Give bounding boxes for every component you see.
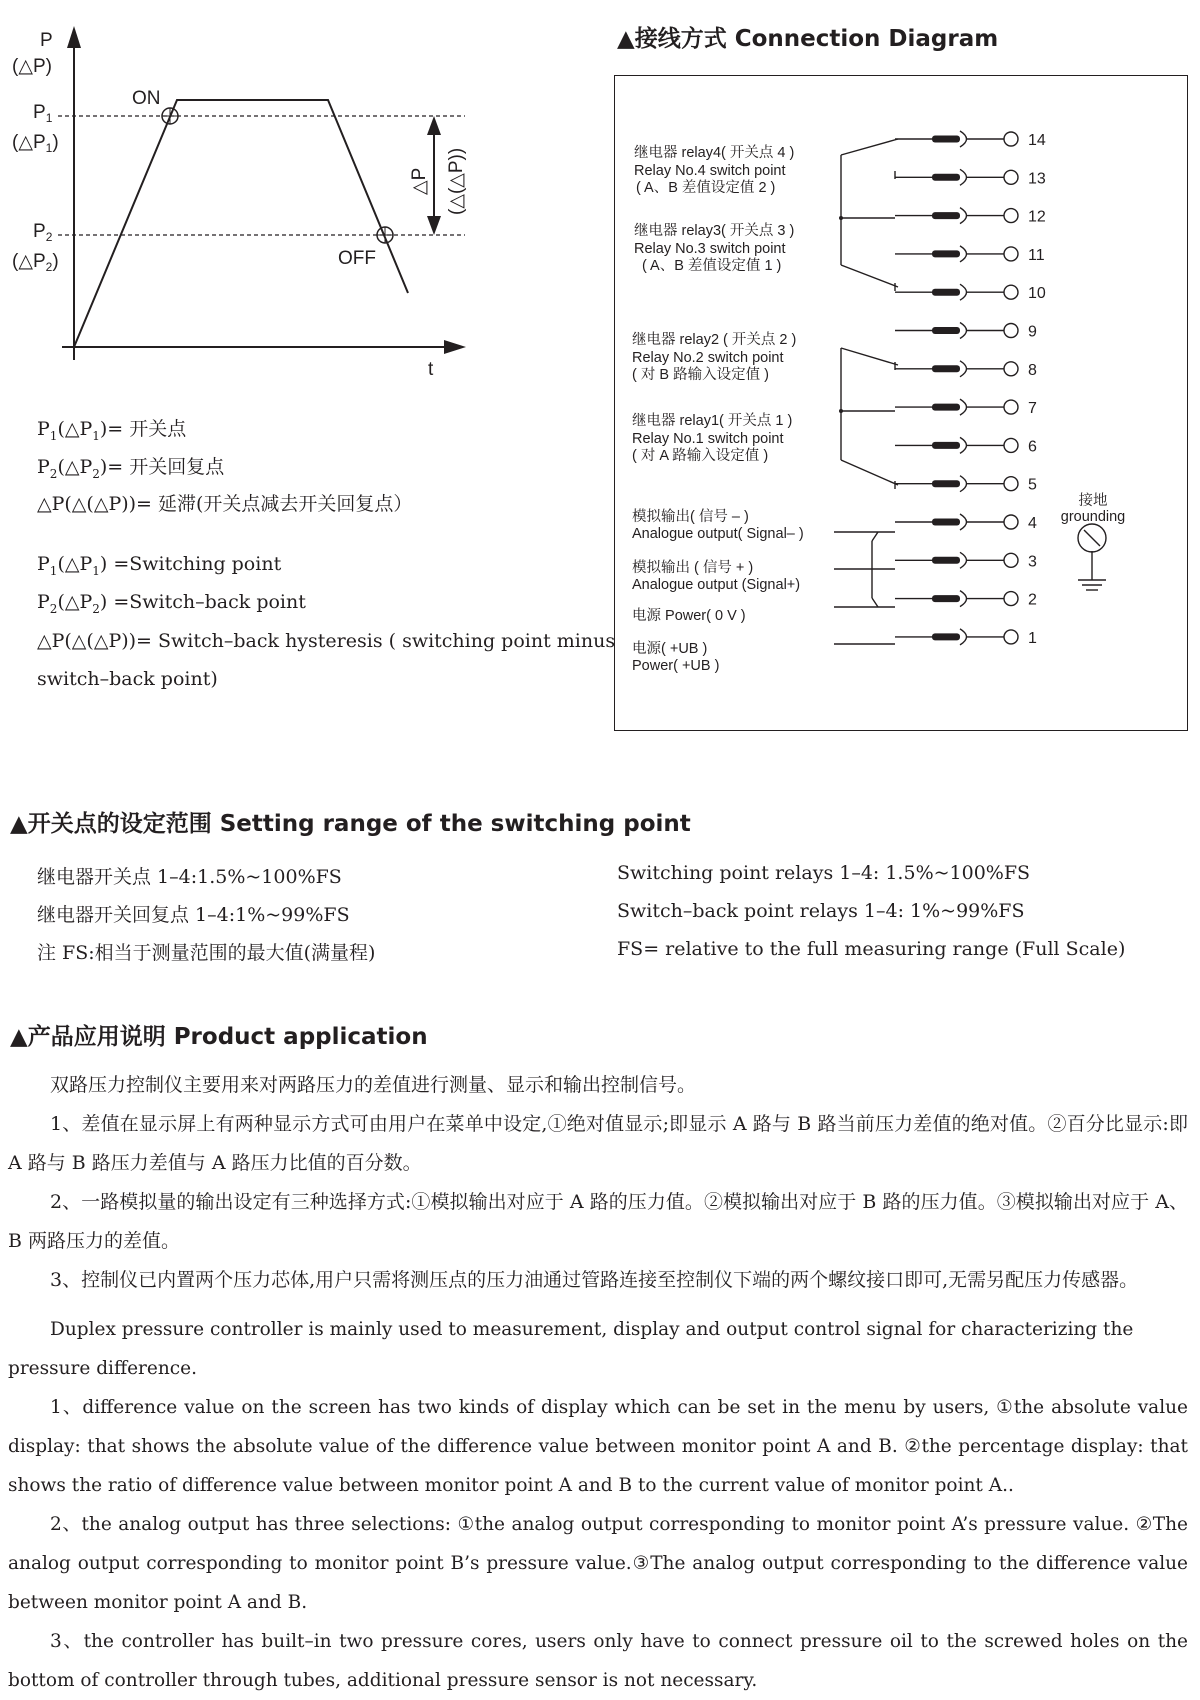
grounding-label-cn: 接地 <box>1078 493 1108 509</box>
definition-en-3-line1: △P(△(△P))= Switch–back hysteresis ( switching point minus <box>37 630 616 652</box>
terminal-number: 10 <box>1028 285 1046 303</box>
terminal-12 <box>895 208 1046 226</box>
off-label: OFF <box>338 248 376 269</box>
terminal-14 <box>895 131 1046 149</box>
terminal-number: 9 <box>1028 323 1037 341</box>
relay3-label-cn: 继电器 relay3( 开关点 3 ) <box>634 223 795 239</box>
power-0v-label: 电源 Power( 0 V ) <box>632 608 746 624</box>
relay4-label-en: Relay No.4 switch point <box>634 163 786 179</box>
terminal-number: 1 <box>1028 629 1037 647</box>
terminal-number: 11 <box>1028 246 1045 264</box>
application-cn-paragraph-4: 3、控制仪已内置两个压力芯体,用户只需将测压点的压力油通过管路连接至控制仪下端的两个螺纹接口即可,无需另配压力传感器。 <box>50 1269 1139 1291</box>
grounding-label-en: grounding <box>1060 509 1126 525</box>
application-en-paragraph-4: 3、the controller has built–in two pressure cores, users only have to connect pressure oil to the screwed holes on the bottom of controller through tubes, additional pressure sensor is not necessary. <box>8 1631 1188 1691</box>
shield-line <box>872 532 878 541</box>
application-en-paragraph-1: Duplex pressure controller is mainly used to measurement, display and output control signal for characterizing the pressure difference. <box>8 1319 1134 1379</box>
setting-range-cn-2: 继电器开关回复点 1–4:1%~99%FS <box>37 904 350 926</box>
terminal-number: 5 <box>1028 476 1037 494</box>
application-en-paragraph-2: 1、difference value on the screen has two kinds of display which can be set in the menu by users, ①the absolute value display: that shows the absolute value of the difference value between monitor point A and B. ②the percentage display: that shows the ratio of difference value between monitor point A and B to the current value of monitor point A.. <box>8 1397 1188 1496</box>
terminal-7 <box>895 399 1037 417</box>
relay1-label-note: ( 对 A 路输入设定值 ) <box>632 448 769 464</box>
application-cn-paragraph-2: 1、差值在显示屏上有两种显示方式可由用户在菜单中设定,①绝对值显示;即显示 A 路与 B 路当前压力差值的绝对值。②百分比显示:即 A 路与 B 路压力差值与 A 路压力比值的百分数。 <box>8 1113 1188 1174</box>
hysteresis-label-alt: (△(△P)) <box>446 147 467 215</box>
relay1-label-cn: 继电器 relay1( 开关点 1 ) <box>632 413 793 429</box>
application-cn-paragraph-3: 2、一路模拟量的输出设定有三种选择方式:①模拟输出对应于 A 路的压力值。②模拟输出对应于 B 路的压力值。③模拟输出对应于 A、B 两路压力的差值。 <box>8 1191 1188 1252</box>
on-label: ON <box>132 88 161 109</box>
setting-range-en-2: Switch–back point relays 1–4: 1%~99%FS <box>617 900 1025 922</box>
connection-diagram <box>614 75 1186 729</box>
application-body <box>8 1066 1188 1700</box>
terminal-6 <box>895 437 1037 455</box>
terminal-number: 7 <box>1028 400 1037 418</box>
terminal-number: 13 <box>1028 170 1046 188</box>
signal-minus-label-en: Analogue output( Signal– ) <box>632 526 804 542</box>
terminal-number: 3 <box>1028 553 1037 571</box>
signal-minus-label-cn: 模拟输出( 信号 – ) <box>632 509 749 525</box>
y-axis-arrow <box>67 26 81 48</box>
relay2-label-note: ( 对 B 路输入设定值 ) <box>632 367 769 383</box>
terminal-number: 6 <box>1028 438 1037 456</box>
signal-plus-label-cn: 模拟输出 ( 信号 + ) <box>632 560 754 576</box>
y-axis-label-alt: (△P) <box>12 56 52 77</box>
definition-en-3-line2: switch–back point) <box>37 668 218 690</box>
p2-label: $P_2$ <box>33 221 53 244</box>
hysteresis-label: △P <box>409 167 430 195</box>
setting-range-en-1: Switching point relays 1–4: 1.5%~100%FS <box>617 862 1031 884</box>
terminal-number: 4 <box>1028 515 1037 532</box>
terminal-4 <box>895 514 1037 532</box>
connection-diagram-title: ▲接线方式 Connection Diagram <box>617 26 999 52</box>
x-axis-arrow <box>444 340 466 354</box>
relay3-label-note: ( A、B 差值设定值 1 ) <box>642 258 782 274</box>
p1-label: $P_1$ <box>33 102 53 125</box>
setting-range-cn-1: 继电器开关点 1–4:1.5%~100%FS <box>37 866 342 888</box>
definition-cn-1: $P_1(\triangle P_1)=$ 开关点 <box>37 418 187 443</box>
setting-range-title: ▲开关点的设定范围 Setting range of the switching point <box>10 811 691 837</box>
relay4-label-cn: 继电器 relay4( 开关点 4 ) <box>634 145 795 161</box>
p2-alt-label: $(\triangle P_2)$ <box>12 251 59 274</box>
terminal-1 <box>895 629 1037 647</box>
application-title: ▲产品应用说明 Product application <box>10 1024 428 1050</box>
terminal-11 <box>895 246 1045 264</box>
power-ub-label-cn: 电源( +UB ) <box>632 641 708 657</box>
application-cn-paragraph-1: 双路压力控制仪主要用来对两路压力的差值进行测量、显示和输出控制信号。 <box>50 1074 697 1096</box>
terminal-5 <box>895 476 1037 494</box>
signal-plus-label-en: Analogue output (Signal+) <box>632 577 801 593</box>
definition-en-2: $P_2(\triangle P_2)$ =Switch–back point <box>37 591 306 616</box>
hysteresis-chart <box>0 0 470 380</box>
relay2-label-en: Relay No.2 switch point <box>632 350 784 366</box>
power-ub-label-en: Power( +UB ) <box>632 658 720 674</box>
terminal-3 <box>895 552 1037 570</box>
definition-cn-2: $P_2(\triangle P_2)=$ 开关回复点 <box>37 456 225 481</box>
terminal-number: 8 <box>1028 361 1037 379</box>
terminal-13 <box>895 169 1046 187</box>
terminal-9 <box>895 323 1037 341</box>
terminal-number: 14 <box>1028 132 1046 149</box>
terminal-number: 2 <box>1028 591 1037 609</box>
setting-range-cn-3: 注 FS:相当于测量范围的最大值(满量程) <box>37 942 376 964</box>
terminal-8 <box>895 361 1037 379</box>
p1-alt-label: $(\triangle P_1)$ <box>12 132 59 155</box>
setting-range-en-3: FS= relative to the full measuring range (Full Scale) <box>617 938 1126 960</box>
definition-cn-3: △P(△(△P))= 延滞(开关点减去开关回复点） <box>37 493 413 515</box>
definition-en-1: $P_1(\triangle P_1)$ =Switching point <box>37 553 282 578</box>
relay1-label-en: Relay No.1 switch point <box>632 431 784 447</box>
terminal-number: 12 <box>1028 208 1046 226</box>
y-axis-label: P <box>40 30 53 51</box>
relay4-label-note: ( A、B 差值设定值 2 ) <box>636 180 776 196</box>
x-axis-label: t <box>428 359 434 380</box>
application-en-paragraph-3: 2、the analog output has three selections: ①the analog output corresponding to monitor point A’s pressure value. ②The analog output corresponding to monitor point B’s pressure value.③The analog output corresponding to the difference value between monitor point A and B. <box>8 1514 1188 1613</box>
pressure-curve <box>74 100 408 347</box>
relay2-label-cn: 继电器 relay2 ( 开关点 2 ) <box>632 332 797 348</box>
relay3-label-en: Relay No.3 switch point <box>634 241 786 257</box>
terminal-2 <box>895 591 1037 609</box>
terminal-10 <box>895 284 1046 302</box>
